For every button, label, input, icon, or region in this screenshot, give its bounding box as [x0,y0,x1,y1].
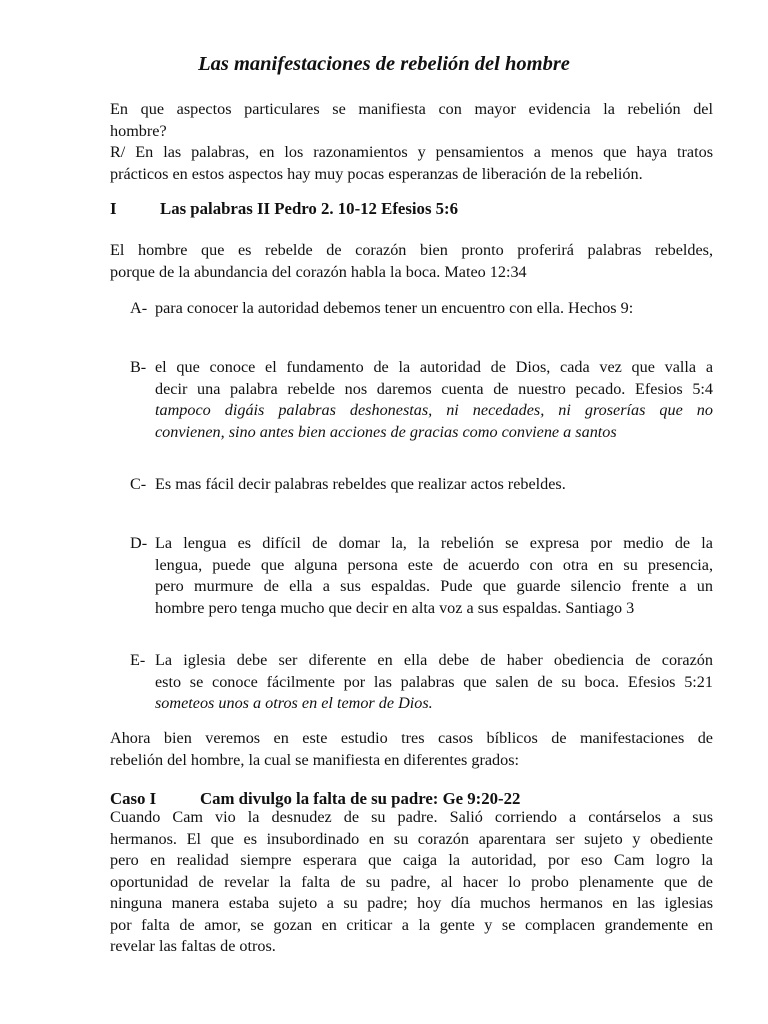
closing-line: Ahora bien veremos en este estudio tres casos bíblicos de manifestaciones de [110,729,713,747]
item-line: para conocer la autoridad debemos tener un encuentro con ella. Hechos 9: [155,299,634,317]
intro-line: En que aspectos particulares se manifiesta con mayor evidencia la rebelión del [110,100,713,118]
item-line: hombre pero tenga mucho que decir en alta voz a sus espaldas. Santiago 3 [155,598,635,617]
item-line: La iglesia debe ser diferente en ella debe de haber obediencia de corazón [155,651,713,669]
case-line: Cuando Cam vio la desnudez de su padre. Salió corriendo a contárselos a sus [110,808,713,826]
intro-line: R/ En las palabras, en los razonamientos y pensamientos a menos que haya tratos [110,143,713,161]
case-line: pero en realidad siempre esperara que caiga la autoridad, por eso Cam logro la [110,851,713,869]
case-paragraph [110,807,713,958]
list-item-b [130,357,713,443]
intro-line: prácticos en estos aspectos hay muy pocas esperanzas de liberación de la rebelión. [110,164,643,183]
case-line: revelar las faltas de otros. [110,937,276,955]
item-line: lengua, puede que alguna persona este de acuerdo con otra en su presencia, [155,555,713,574]
case-line: oportunidad de revelar la falta de su padre, al hacer lo probo plenamente que de [110,872,713,891]
section-heading: Las palabras II Pedro 2. 10-12 Efesios 5:6 [160,199,459,218]
item-line: el que conoce el fundamento de la autoridad de Dios, cada vez que valla a [155,358,713,376]
intro-line: hombre? [110,121,167,140]
item-letter: B- [130,358,147,376]
item-line: decir una palabra rebelde nos daremos cuenta de nuestro pecado. Efesios 5:4 [155,379,713,398]
document-title: Las manifestaciones de rebelión del hombre [198,53,570,75]
section-paragraph [110,240,713,283]
case-line: ninguna manera estaba sujeto a su padre; hoy día muchos hermanos en las iglesias [110,894,713,912]
item-letter: D- [130,534,148,552]
list-item-c [130,474,713,496]
section-line: porque de la abundancia del corazón habla la boca. Mateo 12:34 [110,262,527,281]
case-label: Caso I [110,789,157,808]
list-item-d [130,533,713,619]
intro-paragraph [110,99,713,185]
item-letter: E- [130,651,146,669]
case-line: por falta de amor, se gozan en criticar a la gente y se complacen grandemente en [110,915,713,934]
section-line: El hombre que es rebelde de corazón bien pronto proferirá palabras rebeldes, [110,241,713,259]
item-line: La lengua es difícil de domar la, la rebelión se expresa por medio de la [155,534,713,552]
item-quote-line: someteos unos a otros en el temor de Dios. [155,694,433,712]
closing-paragraph [110,728,713,771]
item-line: esto se conoce fácilmente por las palabras que salen de su boca. Efesios 5:21 [155,672,713,691]
item-quote-line: convienen, sino antes bien acciones de gracias como conviene a santos [155,422,617,441]
item-line: Es mas fácil decir palabras rebeldes que realizar actos rebeldes. [155,475,566,493]
item-letter: C- [130,475,147,493]
closing-line: rebelión del hombre, la cual se manifiesta en diferentes grados: [110,750,520,769]
case-line: hermanos. El que es insubordinado en su corazón aparentara ser sujeto y obediente [110,829,713,848]
case-heading: Cam divulgo la falta de su padre: Ge 9:20-22 [200,789,521,808]
item-letter: A- [130,299,148,317]
section-number: I [110,199,117,218]
item-line: pero murmure de ella a sus espaldas. Pude que guarde silencio frente a un [155,577,713,595]
list-item-e [130,650,713,715]
item-quote-line: tampoco digáis palabras deshonestas, ni necedades, ni groserías que no [155,401,713,419]
list-item-a [130,298,713,320]
